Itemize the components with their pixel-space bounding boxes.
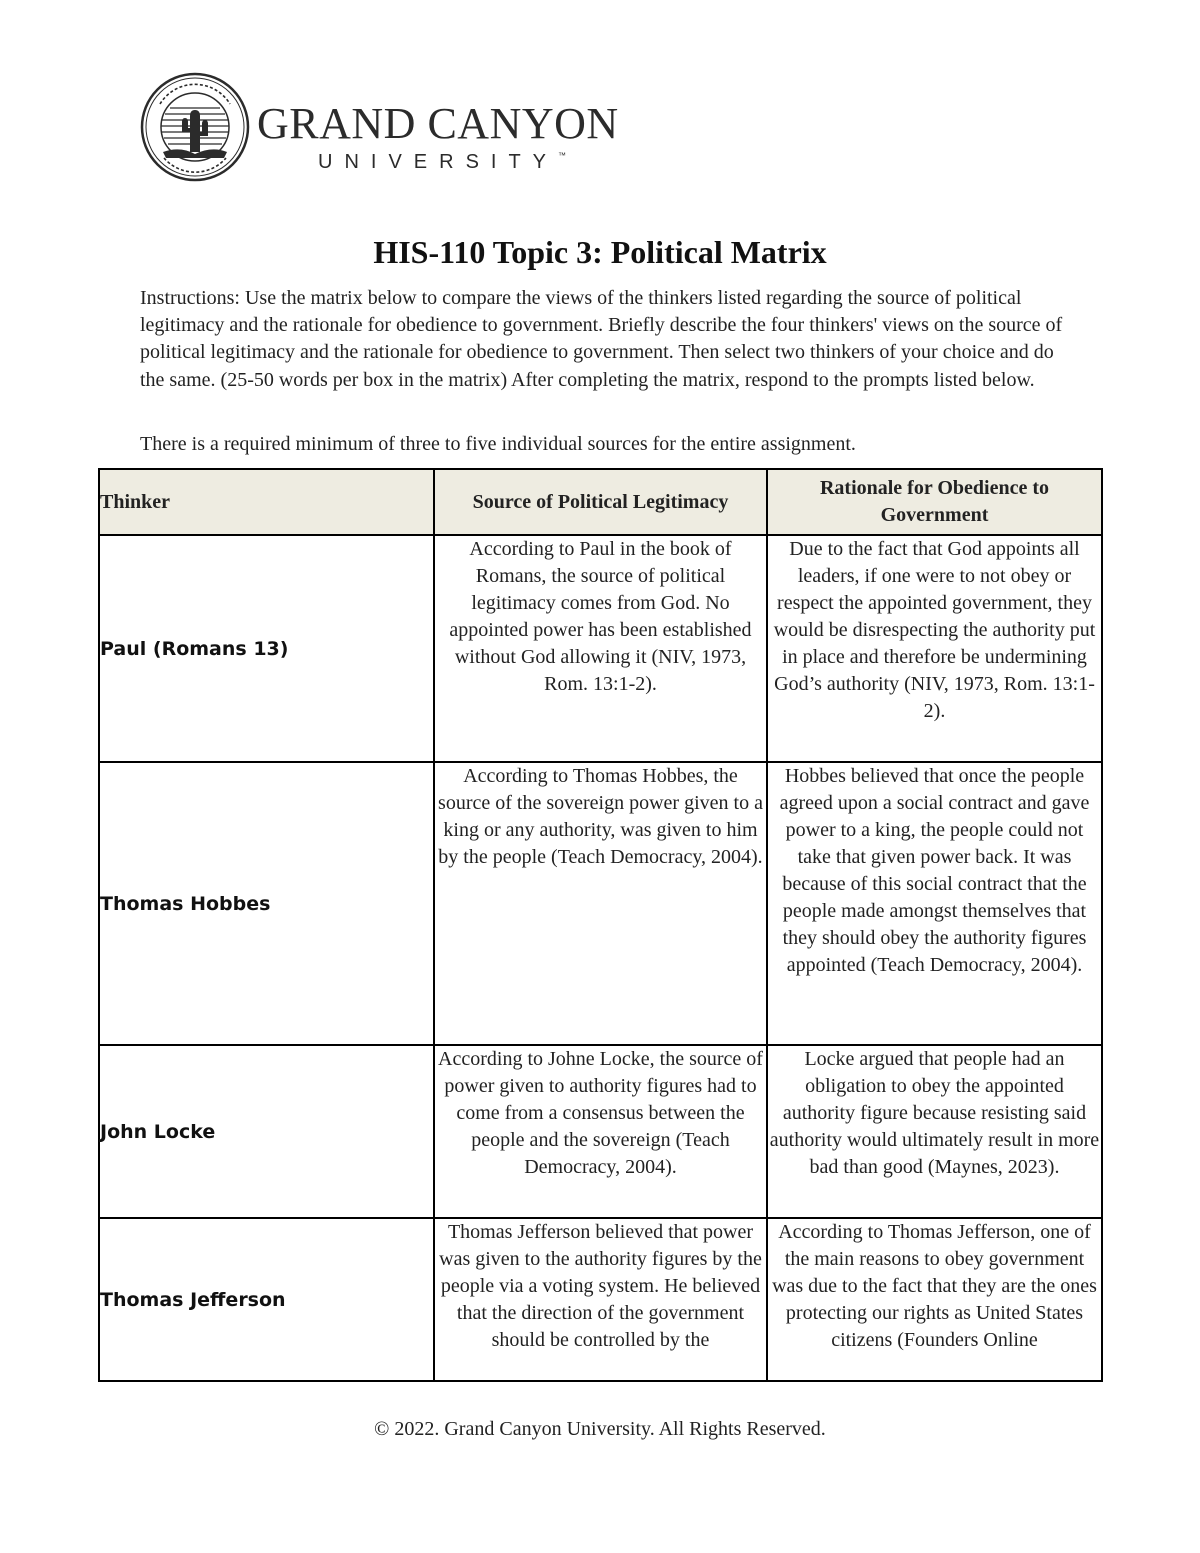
brand-subtitle-text: UNIVERSITY	[318, 151, 559, 173]
copyright-footer: © 2022. Grand Canyon University. All Rights Reserved.	[374, 1418, 826, 1440]
header-thinker: Thinker	[99, 469, 434, 535]
table-row	[99, 762, 1102, 1045]
brand-name: GRAND CANYON	[257, 99, 619, 148]
table-row	[99, 1218, 1102, 1381]
rationale-cell-text: According to Thomas Jefferson, one of the main reasons to obey government was due to the fact that they are the ones protecting our rights as United States citizens (Founders Online	[772, 1221, 1097, 1351]
trademark-symbol: ™	[558, 151, 567, 160]
source-cell: According to Paul in the book of Romans, the source of political legitimacy comes from God. No appointed power has been established without God allowing it (NIV, 1973, Rom. 13:1-2).	[434, 535, 767, 762]
instructions-text: Instructions: Use the matrix below to compare the views of the thinkers listed regarding the source of political legitimacy and the rationale for obedience to government. Briefly describe the four thinkers' views on the source of political legitimacy and the rationale for obedience to government. Then select two thinkers of your choice and do the same. (25-50 words per box in the matrix) After completing the matrix, respond to the prompts listed below.	[140, 287, 1063, 391]
header-rationale-for-obedience: Rationale for Obedience to Government	[767, 469, 1102, 535]
page-title: HIS-110 Topic 3: Political Matrix	[373, 234, 827, 270]
political-matrix-table	[98, 468, 1103, 1382]
sources-requirement-text: There is a required minimum of three to five individual sources for the entire assignment.	[140, 433, 856, 455]
rationale-cell: Hobbes believed that once the people agreed upon a social contract and gave power to a king, the people could not take that given power back. It was because of this social contract that the people made amongst themselves that they should obey the authority figures appointed (Teach Democracy, 2004).	[767, 762, 1102, 1045]
university-logo	[140, 72, 620, 182]
source-cell-text: Thomas Jefferson believed that power was given to the authority figures by the people via a voting system. He believed that the direction of the government should be controlled by the	[439, 1221, 762, 1351]
header-source-of-legitimacy: Source of Political Legitimacy	[434, 469, 767, 535]
brand-subtitle	[318, 152, 566, 172]
thinker-name: Thomas Jefferson	[99, 1218, 434, 1381]
source-cell: According to Johne Locke, the source of power given to authority figures had to come from a consensus between the people and the sovereign (Teach Democracy, 2004).	[434, 1045, 767, 1218]
table-row	[99, 1045, 1102, 1218]
university-seal-icon	[140, 72, 250, 182]
table-header-row	[99, 469, 1102, 535]
thinker-name: Paul (Romans 13)	[99, 535, 434, 762]
source-cell	[434, 1218, 767, 1381]
rationale-cell	[767, 1218, 1102, 1381]
rationale-cell: Due to the fact that God appoints all leaders, if one were to not obey or respect the appointed government, they would be disrespecting the authority put in place and therefore be undermining God’s authority (NIV, 1973, Rom. 13:1-2).	[767, 535, 1102, 762]
thinker-name: Thomas Hobbes	[99, 762, 434, 1045]
table-row	[99, 535, 1102, 762]
rationale-cell: Locke argued that people had an obligation to obey the appointed authority figure because resisting said authority would ultimately result in more bad than good (Maynes, 2023).	[767, 1045, 1102, 1218]
thinker-name: John Locke	[99, 1045, 434, 1218]
source-cell: According to Thomas Hobbes, the source of the sovereign power given to a king or any authority, was given to him by the people (Teach Democracy, 2004).	[434, 762, 767, 1045]
